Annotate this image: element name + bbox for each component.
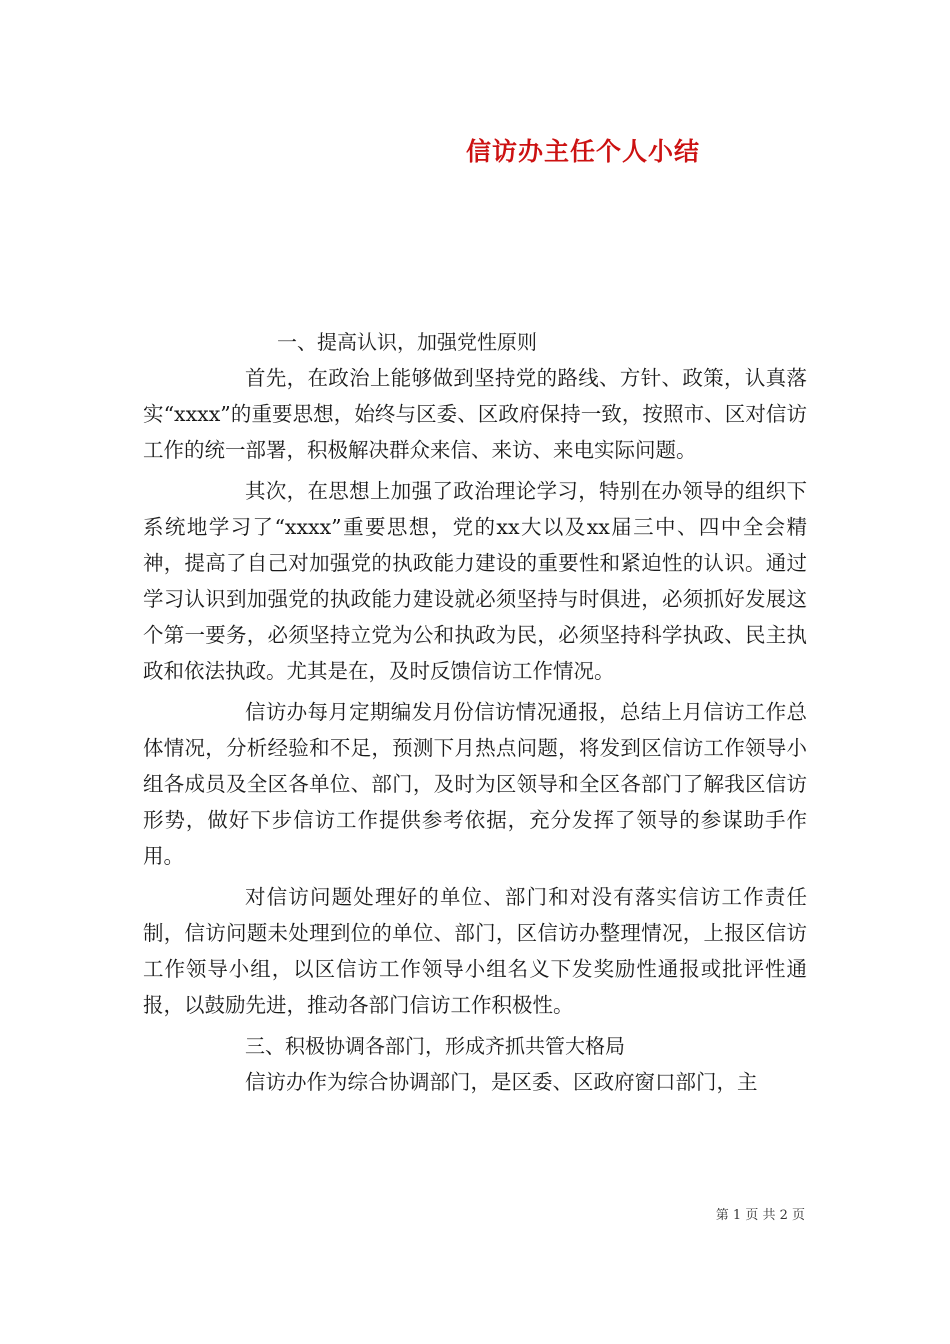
paragraph: 其次，在思想上加强了政治理论学习，特别在办领导的组织下系统地学习了“xxxx”重要思想，党的xx大以及xx届三中、四中全会精神，提高了自己对加强党的执政能力建设的重要性和紧迫性的认识。通过学习认识到加强党的执政能力建设就必须坚持与时俱进，必须抓好发展这个第一要务，必须坚持立党为公和执政为民，必须坚持科学执政、民主执政和依法执政。尤其是在，及时反馈信访工作情况。 (143, 479, 807, 683)
section-heading-1: 一、提高认识，加强党性原则 (277, 330, 537, 354)
paragraph: 信访办每月定期编发月份信访情况通报，总结上月信访工作总体情况，分析经验和不足，预测下月热点问题，将发到区信访工作领导小组各成员及全区各单位、部门，及时为区领导和全区各部门了解我区信访形势，做好下步信访工作提供参考依据，充分发挥了领导的参谋助手作用。 (143, 700, 807, 868)
paragraph: 首先，在政治上能够做到坚持党的路线、方针、政策，认真落实“xxxx”的重要思想，始终与区委、区政府保持一致，按照市、区对信访工作的统一部署，积极解决群众来信、来访、来电实际问题。 (143, 366, 807, 462)
paragraph: 对信访问题处理好的单位、部门和对没有落实信访工作责任制，信访问题未处理到位的单位、部门，区信访办整理情况，上报区信访工作领导小组，以区信访工作领导小组名义下发奖励性通报或批评性通报，以鼓励先进，推动各部门信访工作积极性。 (143, 885, 807, 1017)
document-body (143, 324, 807, 1105)
section-heading-3: 三、积极协调各部门，形成齐抓共管大格局 (245, 1034, 625, 1058)
page-number: 第 1 页 共 2 页 (715, 1208, 805, 1223)
document-title: 信访办主任个人小结 (465, 137, 700, 166)
paragraph: 信访办作为综合协调部门，是区委、区政府窗口部门，主 (245, 1070, 758, 1094)
